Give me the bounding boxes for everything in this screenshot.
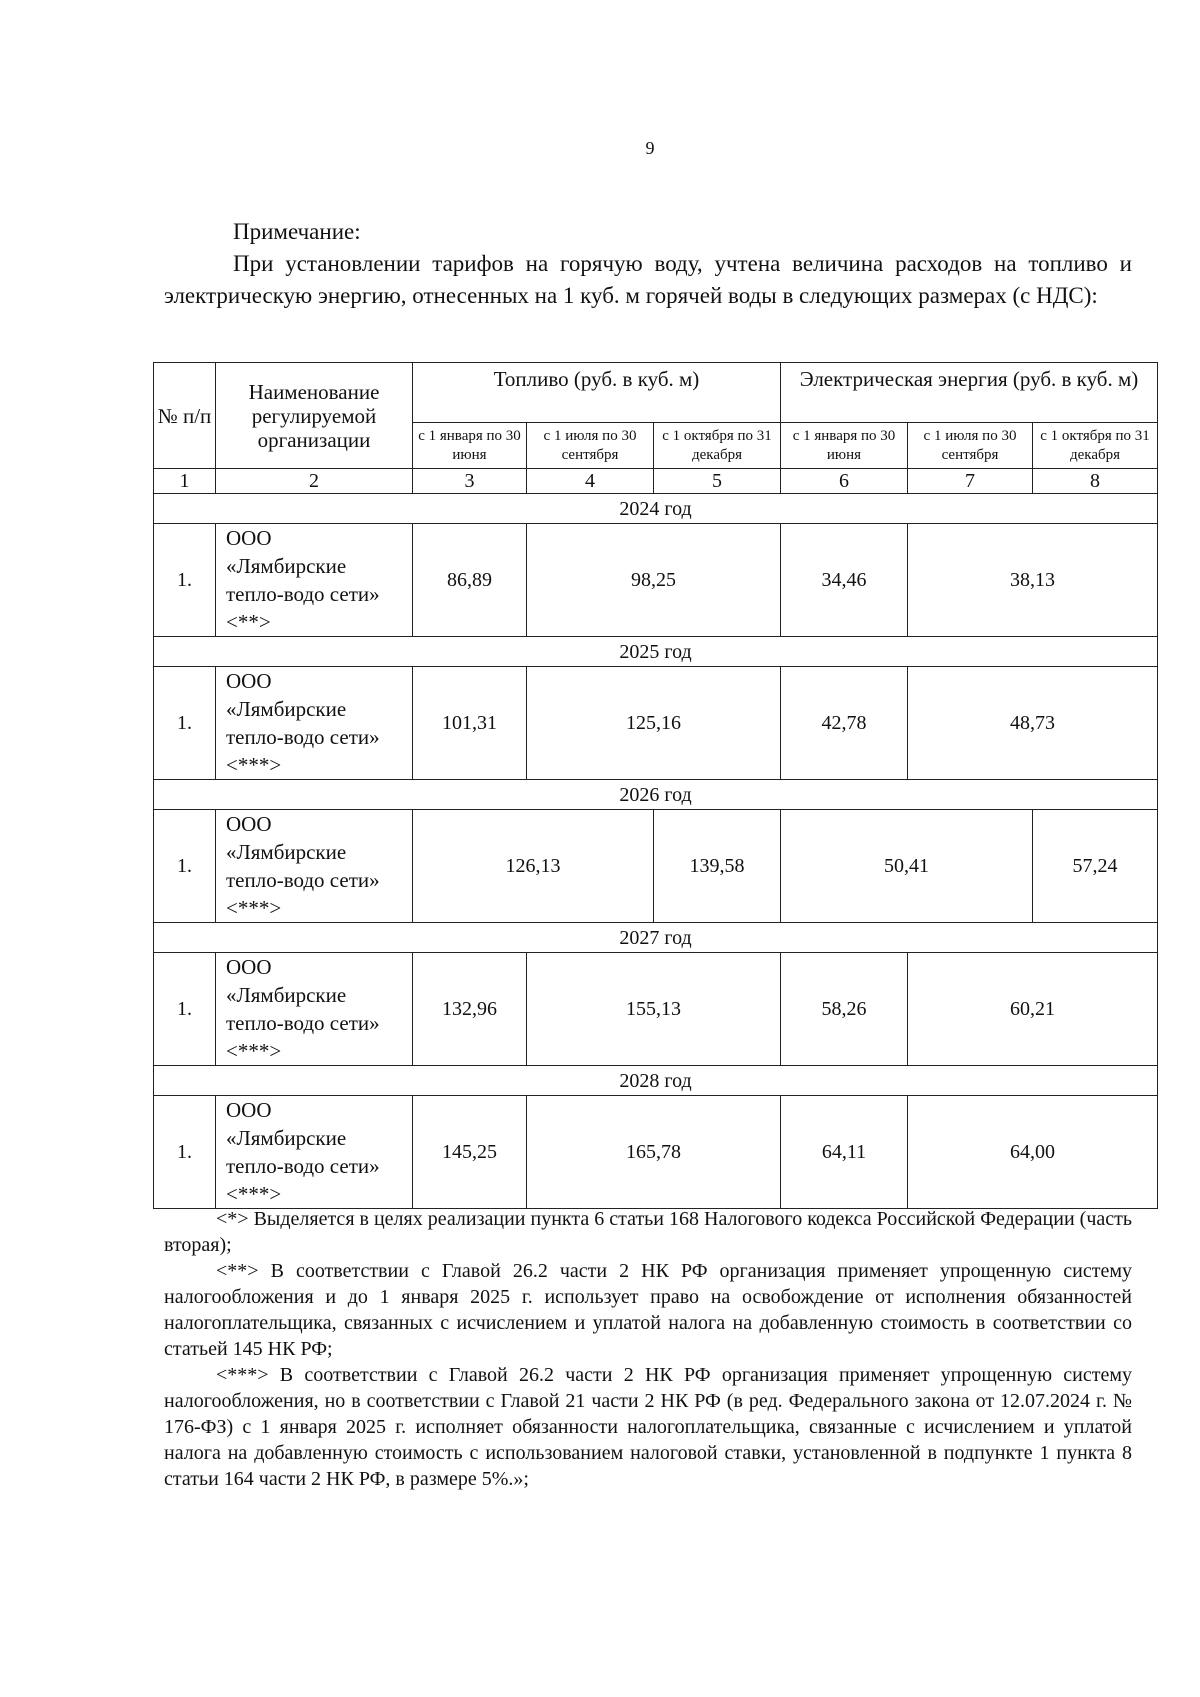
year-heading: 2028 год — [154, 1066, 1158, 1096]
footnotes — [164, 1206, 1132, 1492]
energy-value: 64,00 — [908, 1096, 1158, 1209]
page-number: 9 — [645, 138, 655, 158]
energy-value: 57,24 — [1033, 810, 1158, 923]
year-heading: 2026 год — [154, 780, 1158, 810]
energy-value: 48,73 — [908, 667, 1158, 780]
note-label: Примечание: — [233, 219, 361, 244]
row-number: 1. — [154, 1096, 216, 1209]
row-number: 1. — [154, 953, 216, 1066]
header-num: № п/п — [154, 363, 216, 469]
column-number: 6 — [781, 469, 908, 494]
year-heading: 2024 год — [154, 494, 1158, 524]
energy-value: 58,26 — [781, 953, 908, 1066]
organization-name: ООО «Лямбирские тепло-водо сети» <***> — [216, 810, 413, 923]
column-number: 1 — [154, 469, 216, 494]
footnote-3: <***> В соответствии с Главой 26.2 части 2 НК РФ организация применяет упрощенную систему налогообложения, но в соответствии с Главой 21 части 2 НК РФ (в ред. Федерального закона от 12.07.2024 г. № 176-ФЗ) с 1 января 2025 г. исполняет обязанности налогоплательщика, связанные с исчислением и уплатой налога на добавленную стоимость с использованием налоговой ставки, установленной в подпункте 1 пункта 8 статьи 164 части 2 НК РФ, в размере 5%.»; — [164, 1364, 1132, 1490]
fuel-value: 132,96 — [413, 953, 527, 1066]
fuel-value: 155,13 — [527, 953, 781, 1066]
energy-value: 42,78 — [781, 667, 908, 780]
column-number: 2 — [216, 469, 413, 494]
row-number: 1. — [154, 810, 216, 923]
energy-value: 50,41 — [781, 810, 1033, 923]
organization-name: ООО «Лямбирские тепло-водо сети» <**> — [216, 524, 413, 637]
organization-name: ООО «Лямбирские тепло-водо сети» <***> — [216, 953, 413, 1066]
header-fuel: Топливо (руб. в куб. м) — [413, 363, 781, 423]
organization-name: ООО «Лямбирские тепло-водо сети» <***> — [216, 667, 413, 780]
period-fuel-oct-dec: с 1 октября по 31 декабря — [654, 423, 781, 469]
footnote-2: <**> В соответствии с Главой 26.2 части 2 НК РФ организация применяет упрощенную систему налогообложения и до 1 января 2025 г. использует право на освобождение от исполнения обязанностей налогоплательщика, связанных с исчислением и уплатой налога на добавленную стоимость в соответствии со статьей 145 НК РФ; — [164, 1260, 1132, 1360]
year-heading: 2025 год — [154, 637, 1158, 667]
fuel-value: 125,16 — [527, 667, 781, 780]
fuel-value: 98,25 — [527, 524, 781, 637]
fuel-value: 126,13 — [413, 810, 654, 923]
column-number: 5 — [654, 469, 781, 494]
year-heading: 2027 год — [154, 923, 1158, 953]
fuel-value: 86,89 — [413, 524, 527, 637]
column-number: 3 — [413, 469, 527, 494]
period-fuel-jul-sep: с 1 июля по 30 сентября — [527, 423, 654, 469]
energy-value: 64,11 — [781, 1096, 908, 1209]
column-number: 8 — [1033, 469, 1158, 494]
column-number: 4 — [527, 469, 654, 494]
energy-value: 34,46 — [781, 524, 908, 637]
fuel-value: 145,25 — [413, 1096, 527, 1209]
period-energy-jul-sep: с 1 июля по 30 сентября — [908, 423, 1033, 469]
column-number: 7 — [908, 469, 1033, 494]
fuel-value: 101,31 — [413, 667, 527, 780]
tariff-table — [153, 362, 1158, 1209]
period-energy-oct-dec: с 1 октября по 31 декабря — [1033, 423, 1158, 469]
header-org: Наименование регулируемой организации — [216, 363, 413, 469]
period-energy-jan-jun: с 1 января по 30 июня — [781, 423, 908, 469]
header-energy: Электрическая энергия (руб. в куб. м) — [781, 363, 1158, 423]
energy-value: 38,13 — [908, 524, 1158, 637]
organization-name: ООО «Лямбирские тепло-водо сети» <***> — [216, 1096, 413, 1209]
row-number: 1. — [154, 667, 216, 780]
fuel-value: 165,78 — [527, 1096, 781, 1209]
footnote-1: <*> Выделяется в целях реализации пункта 6 статьи 168 Налогового кодекса Российской Федерации (часть вторая); — [164, 1208, 1132, 1256]
period-fuel-jan-jun: с 1 января по 30 июня — [413, 423, 527, 469]
fuel-value: 139,58 — [654, 810, 781, 923]
energy-value: 60,21 — [908, 953, 1158, 1066]
note-text: При установлении тарифов на горячую воду, учтена величина расходов на топливо и электрическую энергию, отнесенных на 1 куб. м горячей воды в следующих размерах (с НДС): — [164, 251, 1132, 308]
row-number: 1. — [154, 524, 216, 637]
